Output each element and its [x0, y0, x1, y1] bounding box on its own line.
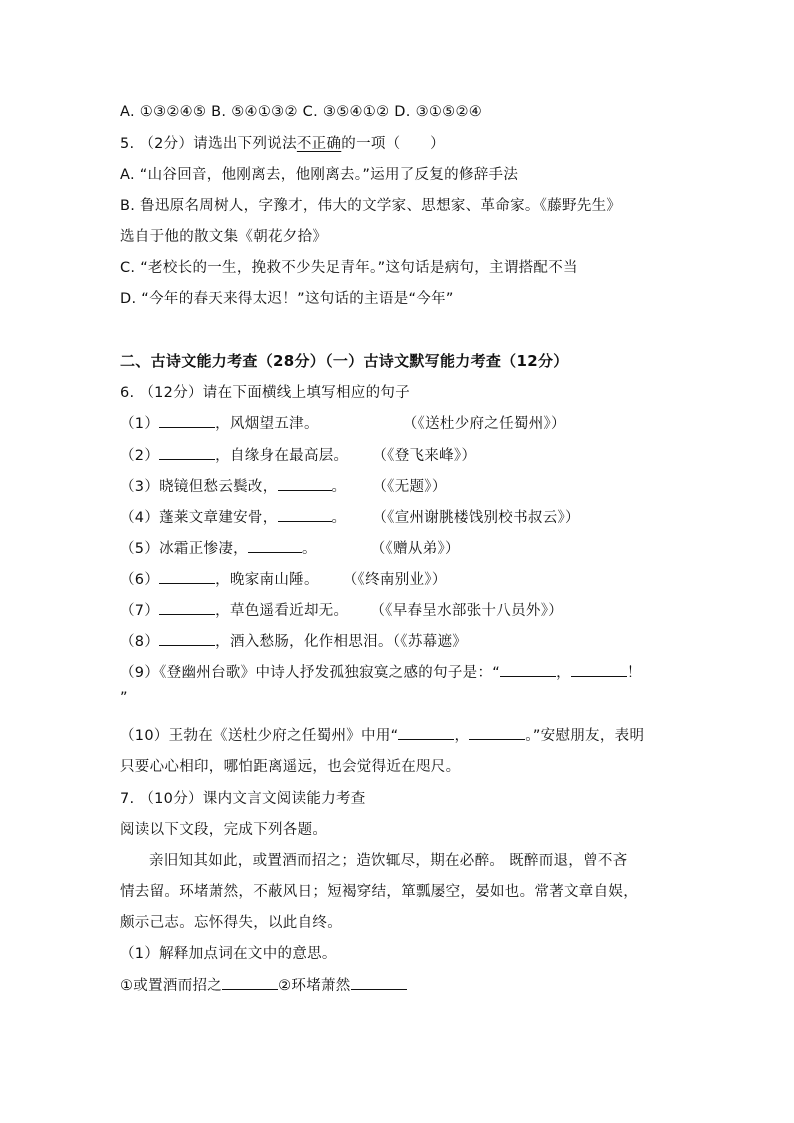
q7-instruction: 阅读以下文段，完成下列各题。 [120, 822, 328, 838]
q6-item-10-blank-2 [469, 725, 525, 740]
q6-stem: 6. （12分）请在下面横线上填写相应的句子 [120, 385, 410, 401]
q5-stem [120, 134, 445, 154]
q6-item-9 [120, 662, 642, 683]
q6-item-8 [120, 631, 467, 652]
q6-item-8-source: （《苏幕遮》 [392, 634, 468, 650]
q6-item-1-pre: （1） [120, 416, 160, 432]
q6-item-10-pre: （10）王勃在《送杜少府之任蜀州》中用“ [120, 728, 399, 744]
q6-item-5-pre: （5）冰霜正惨凄， [120, 541, 248, 557]
q7-passage-line3: 颇示己志。忘怀得失，以此自终。 [120, 915, 342, 931]
q5-option-a: A. “山谷回音，他刚离去，他刚离去。”运用了反复的修辞手法 [120, 167, 519, 183]
q6-item-2-pre: （2） [120, 448, 160, 464]
q6-item-9-line2: ” [120, 690, 128, 706]
q6-item-3-blank [278, 476, 332, 491]
q6-item-4-blank [278, 507, 332, 522]
q6-item-7-pre: （7） [120, 603, 160, 619]
q6-item-3-pre: （3）晓镜但愁云鬓改， [120, 479, 278, 495]
q6-item-1 [120, 413, 566, 434]
q6-item-1-blank [159, 413, 215, 428]
q7-sub1-a-blank [222, 975, 278, 990]
q6-item-10-post: 。”安慰朋友，表明 [525, 728, 645, 744]
q4-options: A. ①③②④⑤ B. ⑤④①③② C. ③⑤④①② D. ③①⑤②④ [120, 104, 483, 120]
q5-stem-after: 的一项（ ） [341, 136, 445, 152]
q6-item-9-blank-1 [500, 662, 556, 677]
q6-item-7-mid: ，草色遥看近却无。 [215, 603, 349, 619]
q6-item-6-source: （《终南别业》） [342, 572, 447, 588]
q6-item-9-mid: ， [556, 665, 571, 681]
q7-passage-line2: 情去留。环堵萧然，不蔽风日；短褐穿结，箪瓢屡空，晏如也。常著文章自娱， [120, 884, 638, 900]
q6-item-3-mid: 。 [331, 479, 347, 495]
q5-option-c: C. “老校长的一生，挽救不少失足青年。”这句话是病句，主谓搭配不当 [120, 260, 578, 276]
q6-item-6 [120, 569, 447, 590]
q6-item-4-pre: （4）蓬莱文章建安骨， [120, 510, 278, 526]
q5-option-d: D. “今年的春天来得太迟！”这句话的主语是“今年” [120, 291, 454, 307]
q7-sub1-a: ①或置酒而招之 [120, 978, 223, 994]
q7-passage-line1: 亲旧知其如此，或置酒而招之；造饮辄尽，期在必醉。 既醉而退，曾不吝 [149, 853, 628, 869]
q7-sub1: （1）解释加点词在文中的意思。 [120, 946, 337, 962]
q6-item-5-blank [248, 538, 302, 553]
q5-option-b-line1: B. 鲁迅原名周树人，字豫才，伟大的文学家、思想家、革命家。《藤野先生》 [120, 198, 622, 214]
q6-item-4-source: （《宣州谢朓楼饯别校书叔云》） [372, 510, 580, 526]
q6-item-5 [120, 538, 460, 559]
q6-item-2-mid: ，自缘身在最高层。 [215, 448, 349, 464]
q6-item-5-mid: 。 [301, 541, 317, 557]
q6-item-4-mid: 。 [331, 510, 347, 526]
q6-item-2-blank [159, 445, 215, 460]
q6-item-9-blank-2 [571, 662, 627, 677]
q6-item-9-pre: （9）《登幽州台歌》中诗人抒发孤独寂寞之感的句子是：“ [120, 665, 501, 681]
q6-item-8-pre: （8） [120, 634, 160, 650]
q7-sub1-b-blank [351, 975, 407, 990]
q6-item-8-blank [159, 631, 215, 646]
q6-item-7-blank [159, 600, 215, 615]
q6-item-1-source: （《送杜少府之任蜀州》） [402, 416, 566, 432]
q6-item-10-mid: ， [454, 728, 470, 744]
q6-item-1-mid: ，风烟望五津。 [215, 416, 319, 432]
q6-item-8-mid: ，酒入愁肠，化作相思泪。 [215, 634, 393, 650]
q6-item-10-line2: 只要心心相印，哪怕距离遥远，也会觉得近在咫尺。 [120, 759, 461, 775]
q6-item-7-source: （《早春呈水部张十八员外》） [370, 603, 564, 619]
q6-item-7 [120, 600, 563, 621]
q6-item-2-source: （《登飞来峰》） [372, 448, 477, 464]
q5-stem-underlined: 不正确 [296, 136, 342, 152]
q7-sub1-b: ②环堵萧然 [278, 978, 351, 994]
q5-stem-before: 5. （2分）请选出下列说法 [120, 136, 297, 152]
q6-item-5-source: （《赠从弟》） [370, 541, 460, 557]
q6-item-10-blank-1 [398, 725, 454, 740]
q6-item-2 [120, 445, 476, 466]
q7-sub1-items [120, 975, 407, 996]
q6-item-4 [120, 507, 580, 528]
q6-item-3 [120, 476, 447, 497]
q6-item-9-end: ！ [626, 665, 642, 681]
q6-item-6-blank [159, 569, 215, 584]
section2-heading: 二、古诗文能力考查（28分）（一）古诗文默写能力考查（12分） [120, 352, 569, 370]
q7-stem: 7. （10分）课内文言文阅读能力考查 [120, 791, 366, 807]
q6-item-3-source: （《无题》） [372, 479, 447, 495]
q6-item-6-pre: （6） [120, 572, 160, 588]
q6-item-10 [120, 725, 644, 746]
q6-item-6-mid: ，晚家南山陲。 [215, 572, 319, 588]
q5-option-b-line2: 选自于他的散文集《朝花夕拾》 [120, 229, 328, 245]
